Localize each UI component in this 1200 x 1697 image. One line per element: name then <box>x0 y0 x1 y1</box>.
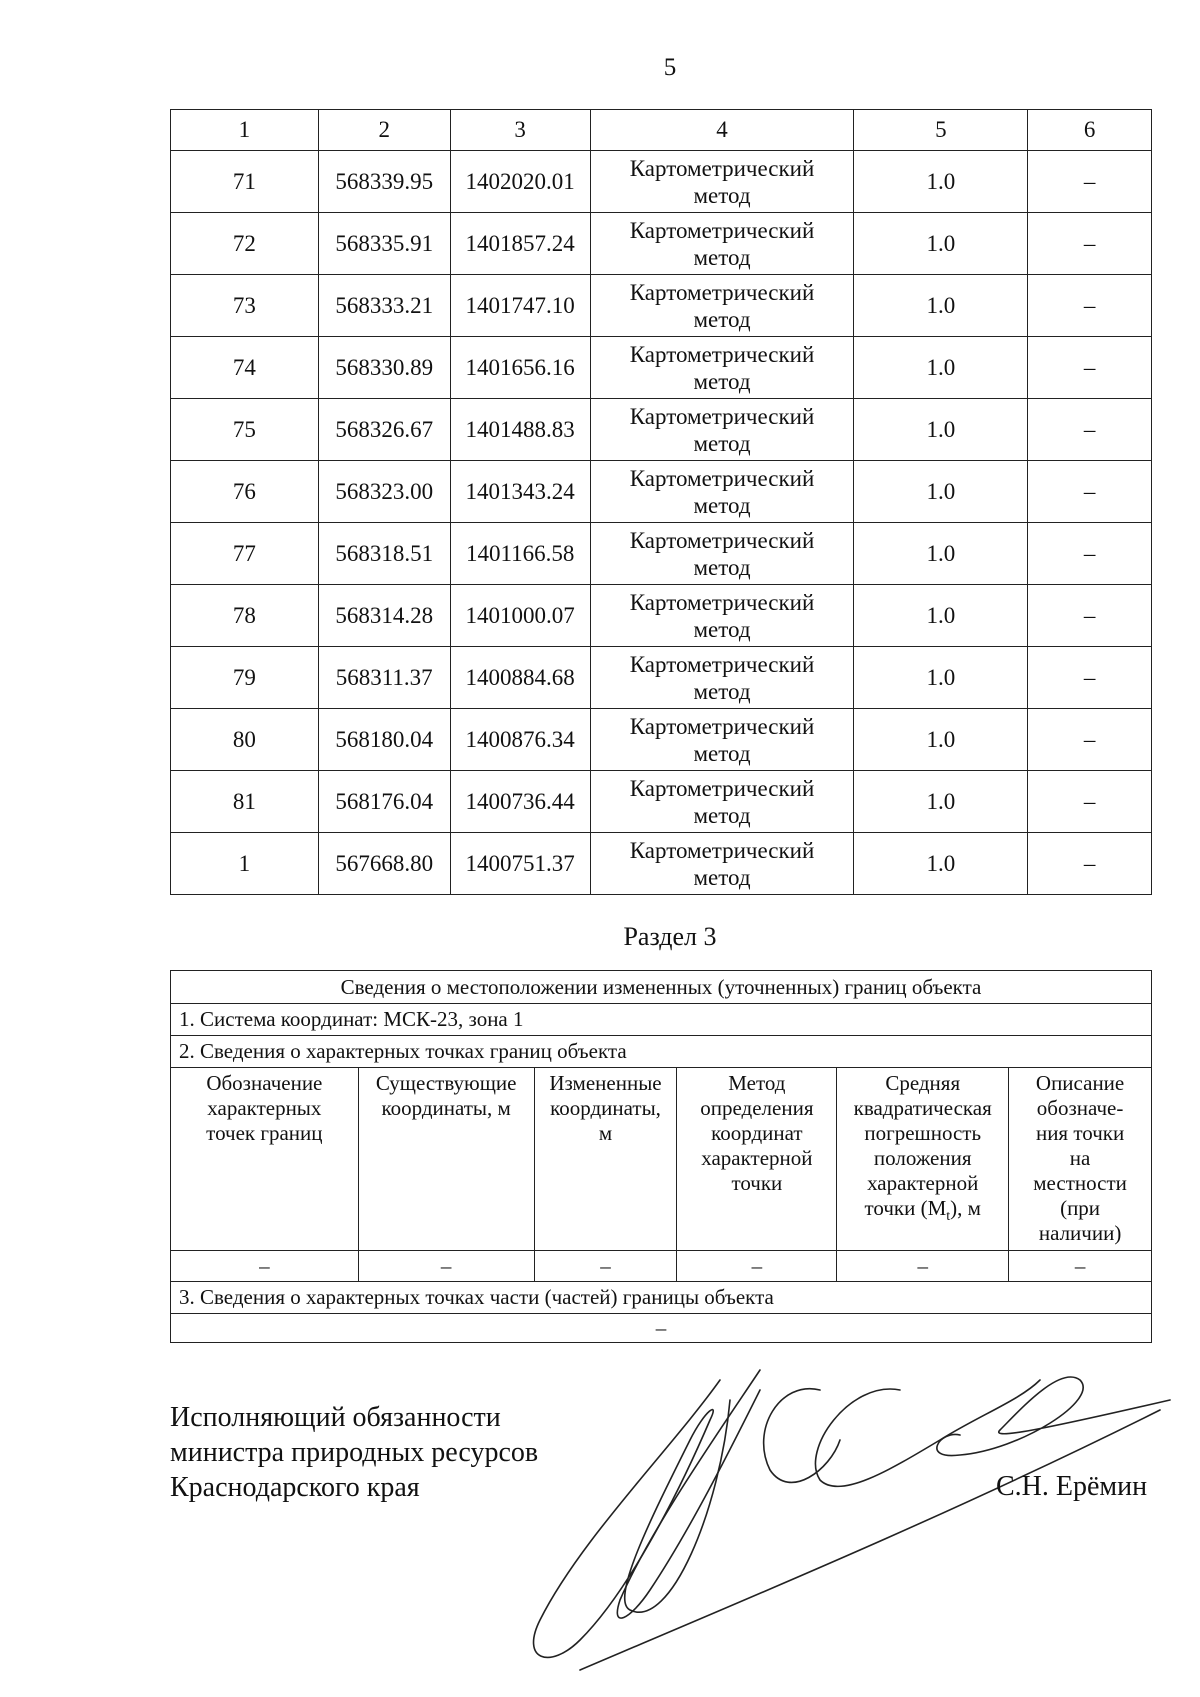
header-line <box>841 1121 1004 1146</box>
header-text: точек границ <box>206 1121 323 1145</box>
column-number: 6 <box>1028 110 1152 151</box>
coordinate-x: 568333.21 <box>318 275 450 337</box>
header-text: м <box>598 1121 613 1145</box>
method-line: метод <box>693 864 751 890</box>
header-text: Обозначение <box>206 1071 323 1095</box>
header-text: на <box>1069 1146 1091 1170</box>
header-line <box>1013 1171 1147 1196</box>
method-line: метод <box>693 616 751 642</box>
method-line: метод <box>693 182 751 208</box>
header-text: ), м <box>950 1196 981 1220</box>
method-line: метод <box>693 492 751 518</box>
header-line <box>841 1071 1004 1096</box>
accuracy: 1.0 <box>854 337 1028 399</box>
table-row <box>171 833 1152 895</box>
table-row <box>171 337 1152 399</box>
empty-cell: – <box>358 1251 534 1282</box>
description: – <box>1028 647 1152 709</box>
column-number: 2 <box>318 110 450 151</box>
coordinate-y: 1400876.34 <box>450 709 590 771</box>
handwritten-signature <box>520 1360 1180 1680</box>
point-number: 80 <box>171 709 319 771</box>
header-text: ния точки <box>1035 1121 1125 1145</box>
header-line <box>681 1171 832 1196</box>
coordinate-y: 1401747.10 <box>450 275 590 337</box>
header-text: наличии) <box>1038 1221 1122 1245</box>
point-number: 81 <box>171 771 319 833</box>
header-line <box>681 1146 832 1171</box>
coordinate-x: 568311.37 <box>318 647 450 709</box>
point-number: 71 <box>171 151 319 213</box>
empty-cell: – <box>837 1251 1009 1282</box>
header-text: точки <box>731 1171 783 1195</box>
accuracy: 1.0 <box>854 275 1028 337</box>
table-row <box>171 523 1152 585</box>
accuracy: 1.0 <box>854 461 1028 523</box>
table-row <box>171 151 1152 213</box>
accuracy: 1.0 <box>854 709 1028 771</box>
column-header <box>358 1068 534 1251</box>
point-number: 1 <box>171 833 319 895</box>
header-line <box>841 1146 1004 1171</box>
column-number: 5 <box>854 110 1028 151</box>
column-number: 1 <box>171 110 319 151</box>
method-cell <box>590 151 854 213</box>
signatory-name: С.Н. Ерёмин <box>996 1471 1148 1502</box>
method-line: Картометрический <box>629 217 815 243</box>
column-header <box>837 1068 1009 1251</box>
method-cell <box>590 771 854 833</box>
header-line <box>841 1096 1004 1121</box>
description: – <box>1028 833 1152 895</box>
method-line: Картометрический <box>629 341 815 367</box>
header-text: квадратическая <box>853 1096 992 1120</box>
position-line: министра природных ресурсов <box>170 1437 539 1468</box>
description: – <box>1028 399 1152 461</box>
method-line: Картометрический <box>629 775 815 801</box>
method-line: метод <box>693 802 751 828</box>
method-line: Картометрический <box>629 527 815 553</box>
header-line <box>1013 1221 1147 1246</box>
point-number: 73 <box>171 275 319 337</box>
description: – <box>1028 523 1152 585</box>
accuracy: 1.0 <box>854 833 1028 895</box>
coordinate-x: 567668.80 <box>318 833 450 895</box>
column-number: 3 <box>450 110 590 151</box>
header-text: Метод <box>728 1071 786 1095</box>
table-row <box>171 709 1152 771</box>
description: – <box>1028 709 1152 771</box>
method-cell <box>590 523 854 585</box>
table-row <box>171 647 1152 709</box>
header-line <box>1013 1196 1147 1221</box>
column-header <box>534 1068 677 1251</box>
coordinate-x: 568335.91 <box>318 213 450 275</box>
header-text: Средняя <box>885 1071 961 1095</box>
description: – <box>1028 461 1152 523</box>
header-text: Описание <box>1035 1071 1125 1095</box>
method-cell <box>590 709 854 771</box>
header-line <box>1013 1071 1147 1096</box>
point-number: 76 <box>171 461 319 523</box>
header-line <box>1013 1096 1147 1121</box>
point-number: 72 <box>171 213 319 275</box>
column-header <box>171 1068 359 1251</box>
column-header <box>1009 1068 1152 1251</box>
column-number: 4 <box>590 110 854 151</box>
header-text: погрешность <box>864 1121 982 1145</box>
section3-table <box>170 970 1152 1343</box>
header-text: определения <box>700 1096 814 1120</box>
header-line <box>841 1196 1004 1229</box>
table-header-row <box>171 110 1152 151</box>
points-heading: 2. Сведения о характерных точках границ объекта <box>171 1036 1152 1068</box>
coordinate-system: 1. Система координат: МСК-23, зона 1 <box>171 1004 1152 1036</box>
column-header <box>677 1068 837 1251</box>
method-cell <box>590 275 854 337</box>
header-line <box>1013 1121 1147 1146</box>
method-line: Картометрический <box>629 713 815 739</box>
empty-cell: – <box>677 1251 837 1282</box>
header-line <box>681 1121 832 1146</box>
header-line <box>175 1096 354 1121</box>
header-text: координаты, м <box>381 1096 511 1120</box>
point-number: 79 <box>171 647 319 709</box>
accuracy: 1.0 <box>854 399 1028 461</box>
coordinate-x: 568339.95 <box>318 151 450 213</box>
method-line: метод <box>693 244 751 270</box>
coordinate-y: 1401000.07 <box>450 585 590 647</box>
method-cell <box>590 585 854 647</box>
coordinate-y: 1401488.83 <box>450 399 590 461</box>
method-cell <box>590 833 854 895</box>
parts-value: – <box>171 1314 1152 1343</box>
description: – <box>1028 275 1152 337</box>
header-text: характерной <box>701 1146 813 1170</box>
description: – <box>1028 151 1152 213</box>
header-line <box>175 1071 354 1096</box>
coordinate-x: 568176.04 <box>318 771 450 833</box>
method-cell <box>590 213 854 275</box>
coordinate-x: 568314.28 <box>318 585 450 647</box>
accuracy: 1.0 <box>854 647 1028 709</box>
method-line: Картометрический <box>629 837 815 863</box>
method-line: Картометрический <box>629 279 815 305</box>
page-number: 5 <box>663 54 677 81</box>
point-number: 74 <box>171 337 319 399</box>
method-line: метод <box>693 368 751 394</box>
header-text: координаты, <box>550 1096 661 1120</box>
coordinate-y: 1400736.44 <box>450 771 590 833</box>
header-text: координат <box>711 1121 803 1145</box>
coordinate-x: 568323.00 <box>318 461 450 523</box>
header-line <box>1013 1146 1147 1171</box>
method-line: Картометрический <box>629 589 815 615</box>
description: – <box>1028 771 1152 833</box>
method-cell <box>590 461 854 523</box>
subscript: t <box>946 1209 951 1225</box>
method-line: метод <box>693 306 751 332</box>
section-title: Раздел 3 <box>623 922 717 951</box>
parts-heading: 3. Сведения о характерных точках части (частей) границы объекта <box>171 1282 1152 1314</box>
method-line: Картометрический <box>629 403 815 429</box>
position-line: Исполняющий обязанности <box>170 1402 501 1433</box>
coordinate-y: 1400751.37 <box>450 833 590 895</box>
header-text: Существующие <box>375 1071 517 1095</box>
coordinate-x: 568326.67 <box>318 399 450 461</box>
header-line <box>539 1096 673 1121</box>
coordinate-y: 1401166.58 <box>450 523 590 585</box>
coordinates-table <box>170 109 1152 895</box>
table-row <box>171 213 1152 275</box>
accuracy: 1.0 <box>854 585 1028 647</box>
coordinate-y: 1402020.01 <box>450 151 590 213</box>
method-line: метод <box>693 678 751 704</box>
coordinate-x: 568330.89 <box>318 337 450 399</box>
coordinate-y: 1401656.16 <box>450 337 590 399</box>
point-number: 78 <box>171 585 319 647</box>
header-text: Измененные <box>549 1071 662 1095</box>
method-line: метод <box>693 740 751 766</box>
position-line: Краснодарского края <box>170 1472 420 1503</box>
header-text: точки (M <box>864 1196 947 1220</box>
header-text: положения <box>873 1146 972 1170</box>
coordinate-x: 568180.04 <box>318 709 450 771</box>
point-number: 75 <box>171 399 319 461</box>
table-row <box>171 399 1152 461</box>
table-title: Сведения о местоположении измененных (уточненных) границ объекта <box>171 971 1152 1004</box>
method-cell <box>590 647 854 709</box>
accuracy: 1.0 <box>854 213 1028 275</box>
header-line <box>841 1171 1004 1196</box>
point-number: 77 <box>171 523 319 585</box>
empty-cell: – <box>1009 1251 1152 1282</box>
description: – <box>1028 337 1152 399</box>
empty-cell: – <box>171 1251 359 1282</box>
header-text: характерной <box>867 1171 979 1195</box>
table-row <box>171 275 1152 337</box>
header-text: характерных <box>207 1096 322 1120</box>
accuracy: 1.0 <box>854 771 1028 833</box>
description: – <box>1028 213 1152 275</box>
header-text: (при <box>1060 1196 1101 1220</box>
header-line <box>363 1071 530 1096</box>
header-line <box>681 1071 832 1096</box>
method-line: Картометрический <box>629 155 815 181</box>
method-line: Картометрический <box>629 651 815 677</box>
header-line <box>539 1071 673 1096</box>
header-text: обозначе- <box>1036 1096 1124 1120</box>
method-line: метод <box>693 430 751 456</box>
header-line <box>363 1096 530 1121</box>
header-text: местности <box>1033 1171 1127 1195</box>
method-cell <box>590 399 854 461</box>
method-line: метод <box>693 554 751 580</box>
coordinate-x: 568318.51 <box>318 523 450 585</box>
table-row <box>171 771 1152 833</box>
description: – <box>1028 585 1152 647</box>
signatory-position <box>170 1400 538 1505</box>
header-line <box>539 1121 673 1146</box>
table-row <box>171 461 1152 523</box>
accuracy: 1.0 <box>854 523 1028 585</box>
method-cell <box>590 337 854 399</box>
method-line: Картометрический <box>629 465 815 491</box>
accuracy: 1.0 <box>854 151 1028 213</box>
empty-cell: – <box>534 1251 677 1282</box>
header-line <box>681 1096 832 1121</box>
coordinate-y: 1401343.24 <box>450 461 590 523</box>
table-row <box>171 585 1152 647</box>
coordinate-y: 1401857.24 <box>450 213 590 275</box>
coordinate-y: 1400884.68 <box>450 647 590 709</box>
header-line <box>175 1121 354 1146</box>
